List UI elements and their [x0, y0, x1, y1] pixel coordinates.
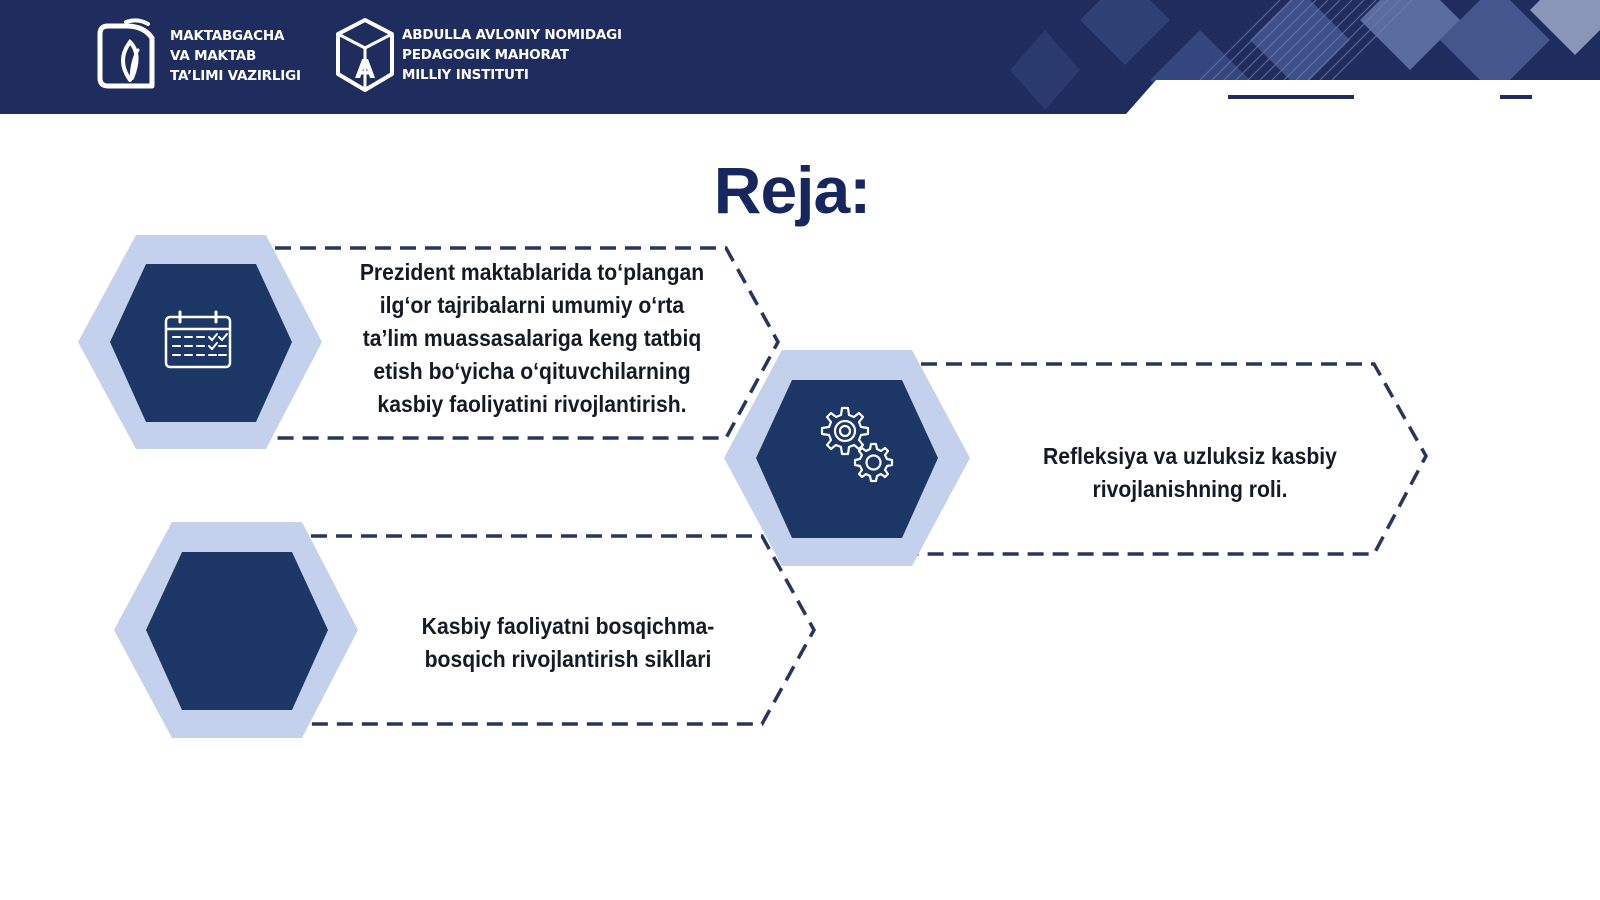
- institute-emblem-letter: A: [354, 55, 376, 85]
- ministry-logo-line: TA’LIMI VAZIRLIGI: [170, 68, 301, 84]
- institute-logo-line: MILLIY INSTITUTI: [402, 67, 529, 83]
- institute-logo-line: PEDAGOGIK MAHORAT: [402, 47, 569, 63]
- plan-item-line: Prezident maktablarida to‘plangan: [359, 259, 705, 285]
- plan-item-line: Refleksiya va uzluksiz kasbiy: [1043, 443, 1337, 469]
- hexagon-inner: [146, 552, 328, 710]
- plan-item-3-text: [388, 610, 748, 676]
- institute-logo-line: ABDULLA AVLONIY NOMIDAGI: [402, 27, 622, 43]
- plan-item-line: kasbiy faoliyatini rivojlantirish.: [377, 391, 687, 417]
- ministry-logo-line: MAKTABGACHA: [170, 28, 285, 44]
- ministry-logo-line: VA MAKTAB: [170, 48, 257, 64]
- plan-item-line: bosqich rivojlantirish sikllari: [424, 646, 712, 672]
- page-title: Reja:: [713, 153, 871, 227]
- plan-item-line: Kasbiy faoliyatni bosqichma-: [421, 613, 715, 639]
- plan-item-line: rivojlanishning roli.: [1092, 476, 1288, 502]
- plan-item-line: ta’lim muassasalariga keng tatbiq: [362, 325, 702, 351]
- plan-item-line: etish bo‘yicha o‘qituvchilarning: [373, 358, 691, 384]
- plan-item-line: ilg‘or tajribalarni umumiy o‘rta: [379, 292, 685, 318]
